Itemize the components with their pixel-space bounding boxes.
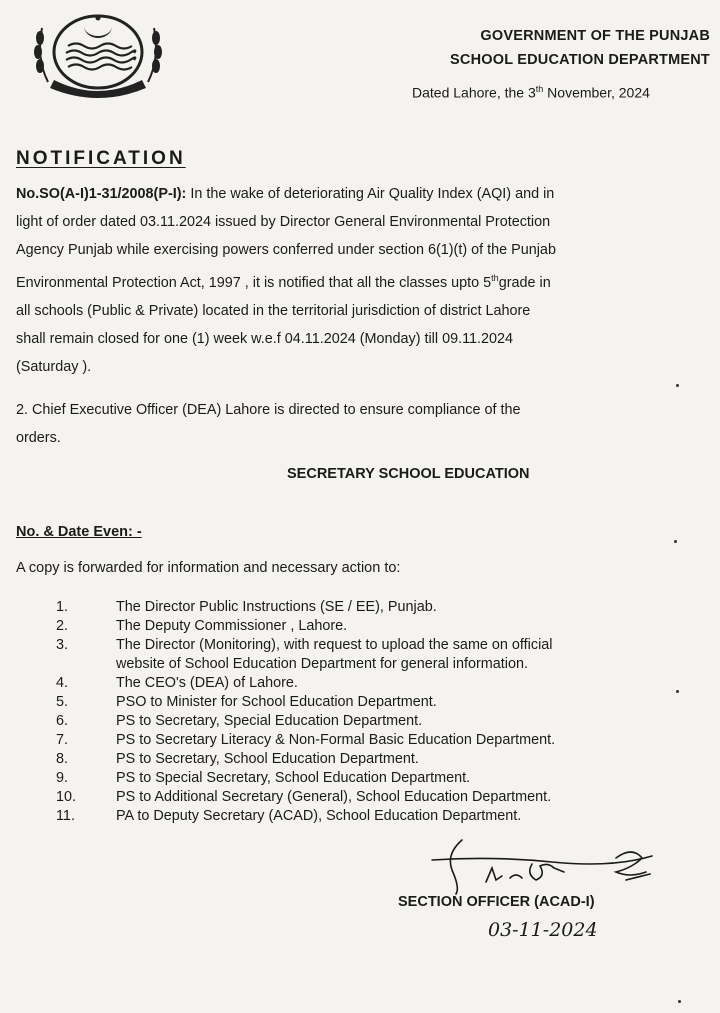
body-line: (Saturday ). xyxy=(16,358,92,375)
body-line: all schools (Public & Private) located in the territorial jurisdiction of district Lahore xyxy=(16,302,531,319)
list-item-number: 1. xyxy=(56,599,69,615)
list-item-text: PS to Secretary Literacy & Non-Formal Basic Education Department. xyxy=(116,732,556,748)
distribution-list xyxy=(56,598,676,826)
list-item xyxy=(56,750,676,769)
dated-prefix: Dated Lahore, the 3 xyxy=(412,84,536,101)
scan-speck xyxy=(676,384,679,387)
endorsement-heading: No. & Date Even: - xyxy=(16,524,142,540)
list-item-number: 9. xyxy=(56,770,69,786)
grade-ordinal: th xyxy=(491,273,499,283)
reference-number: No.SO(A-I)1-31/2008(P-I): xyxy=(16,186,187,202)
list-item-number: 4. xyxy=(56,675,69,691)
list-item-text: website of School Education Department for general information. xyxy=(116,656,528,672)
issue-date xyxy=(412,84,650,101)
body-text: grade in xyxy=(498,274,551,291)
dated-month-year: November, 2024 xyxy=(543,84,650,101)
list-item-text: PSO to Minister for School Education Department. xyxy=(116,694,437,710)
list-item-text: PS to Secretary, Special Education Department. xyxy=(116,713,423,729)
list-item xyxy=(56,617,676,636)
list-item-number: 8. xyxy=(56,751,69,767)
list-item xyxy=(56,693,676,712)
list-item-number: 6. xyxy=(56,713,69,729)
department-name: SCHOOL EDUCATION DEPARTMENT xyxy=(450,52,710,68)
government-name: GOVERNMENT OF THE PUNJAB xyxy=(480,28,710,44)
body-text: Environmental Protection Act, 1997 , it is notified that all the classes upto 5 xyxy=(16,274,492,291)
list-item-number: 5. xyxy=(56,694,69,710)
list-item xyxy=(56,636,676,674)
list-item xyxy=(56,674,676,693)
scan-speck xyxy=(678,1000,681,1003)
list-item xyxy=(56,769,676,788)
body-line: orders. xyxy=(16,430,61,446)
body-line: 2. Chief Executive Officer (DEA) Lahore is directed to ensure compliance of the xyxy=(16,402,521,418)
dated-suffix-ordinal: th xyxy=(535,84,544,94)
scan-speck xyxy=(674,540,677,543)
list-item-number: 7. xyxy=(56,732,69,748)
handwritten-date-text: 03-11-2024 xyxy=(488,919,598,941)
list-item-text: The Deputy Commissioner , Lahore. xyxy=(116,618,348,634)
list-item-text: The CEO's (DEA) of Lahore. xyxy=(116,675,298,691)
section-officer-title: SECTION OFFICER (ACAD-I) xyxy=(398,894,595,910)
compliance-paragraph xyxy=(16,396,680,452)
list-item-number: 3. xyxy=(56,637,69,653)
list-item xyxy=(56,788,676,807)
list-item-text: The Director Public Instructions (SE / EE), Punjab. xyxy=(116,599,437,615)
notification-title: NOTIFICATION xyxy=(16,148,186,169)
body-line xyxy=(16,180,680,208)
list-item-number: 11. xyxy=(56,808,75,824)
body-line xyxy=(16,264,680,297)
body-line: shall remain closed for one (1) week w.e.f 04.11.2024 (Monday) till 09.11.2024 xyxy=(16,330,514,347)
list-item-text: PS to Special Secretary, School Education Department. xyxy=(116,770,471,786)
handwritten-date-icon xyxy=(486,914,656,944)
signatory-title: SECRETARY SCHOOL EDUCATION xyxy=(287,466,530,482)
list-item-text: PS to Secretary, School Education Department. xyxy=(116,751,419,767)
department-heading xyxy=(450,24,710,72)
notification-body xyxy=(16,180,680,381)
punjab-emblem-icon xyxy=(28,8,168,100)
list-item xyxy=(56,598,676,617)
list-item-number: 2. xyxy=(56,618,69,634)
list-item-text: PA to Deputy Secretary (ACAD), School Education Department. xyxy=(116,808,522,824)
body-text: In the wake of deteriorating Air Quality Index (AQI) and in xyxy=(186,186,555,202)
list-item xyxy=(56,712,676,731)
body-line: Agency Punjab while exercising powers conferred under section 6(1)(t) of the Punjab xyxy=(16,242,556,258)
scan-speck xyxy=(676,690,679,693)
body-line: light of order dated 03.11.2024 issued by Director General Environmental Protection xyxy=(16,214,551,230)
forward-intro: A copy is forwarded for information and necessary action to: xyxy=(16,560,401,576)
list-item xyxy=(56,731,676,750)
list-item-number: 10. xyxy=(56,789,77,805)
list-item-text: The Director (Monitoring), with request to upload the same on official xyxy=(116,637,553,653)
handwritten-signature-icon xyxy=(430,838,660,898)
list-item-text: PS to Additional Secretary (General), School Education Department. xyxy=(116,789,552,805)
list-item xyxy=(56,807,676,826)
